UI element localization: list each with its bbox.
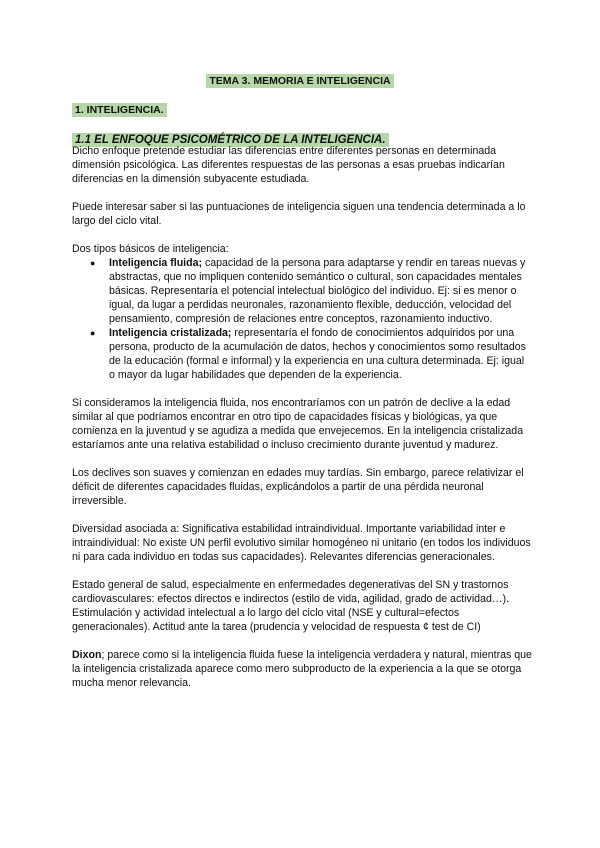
list-item-term: Inteligencia fluida;	[109, 257, 203, 269]
intelligence-types-list	[72, 256, 532, 382]
paragraph-text: ; parece como si la inteligencia fluida fuese la inteligencia verdadera y natural, mientras que la inteligencia cristalizada aparece como mero subproducto de la experiencia a la que se otorga mucha menor relevancia.	[72, 649, 532, 689]
section-heading-row	[72, 100, 167, 118]
paragraph-declines: Los declives son suaves y comienzan en edades muy tardías. Sin embargo, parece relativizar el déficit de diferentes capacidades fluidas, explicándolos a partir de una pérdida neuronal irreversible.	[72, 467, 524, 507]
list-item-term: Inteligencia cristalizada;	[109, 327, 232, 339]
section-heading: 1. INTELIGENCIA.	[72, 103, 167, 117]
paragraph-term: Dixon	[72, 649, 102, 661]
bullet-icon: ●	[90, 258, 96, 268]
paragraph-types: Dos tipos básicos de inteligencia:	[72, 243, 229, 255]
paragraph-lifespan: Puede interesar saber si las puntuaciones de inteligencia siguen una tendencia determinada a lo largo del ciclo vital.	[72, 201, 526, 227]
list-item	[90, 326, 532, 382]
paragraph-intro: Dicho enfoque pretende estudiar las diferencias entre diferentes personas en determinada dimensión psicológica. Las diferentes respuestas de las personas a esas pruebas indicarían diferencias en la dimensión subyacente estudiada.	[72, 145, 505, 185]
subsection-heading: 1.1 EL ENFOQUE PSICOMÉTRICO DE LA INTELIGENCIA.	[72, 133, 389, 147]
title-row	[0, 71, 600, 89]
list-item-text: representaría el fondo de conocimientos adquiridos por una persona, producto de la acumulación de datos, hechos y conocimientos somo resultados de la educación (formal e informal) y la experiencia en una cultura determinada. Ej: igual o mayor da lugar habilidades que dependen de la experiencia.	[109, 327, 526, 381]
bullet-icon: ●	[90, 328, 96, 338]
paragraph-fluid-decline: Si consideramos la inteligencia fluida, nos encontraríamos con un patrón de declive a la edad similar al que podríamos encontrar en otro tipo de capacidades físicas y biológicas, ya que comienza en la juventud y se agudiza a medida que envejecemos. En la inteligencia cristalizada estaríamos ante una relativa estabilidad o incluso crecimiento durante juventud y madurez.	[72, 397, 524, 451]
paragraph-dixon	[72, 648, 532, 690]
list-item-text: capacidad de la persona para adaptarse y rendir en tareas nuevas y abstractas, que no impliquen contenido semántico o cultural, son capacidades mentales básicas. Representaría el potencial intelectual biológico del individuo. Ej: si es menor o igual, da lugar a perdidas neuronales, razonamiento flexible, deducción, velocidad del pensamiento, compresión de relaciones entre conceptos, razonamiento inductivo.	[109, 257, 526, 325]
paragraph-diversity: Diversidad asociada a: Significativa estabilidad intraindividual. Importante variabilidad inter e intraindividual: No existe UN perfil evolutivo similar homogéneo ni unitario (en todos los individuos ni para cada individuo en todas sus capacidades). Relevantes diferencias generacionales.	[72, 523, 531, 563]
document-body	[72, 144, 532, 704]
paragraph-health: Estado general de salud, especialmente en enfermedades degenerativas del SN y trastornos cardiovasculares: efectos directos e indirectos (estilo de vida, agilidad, grado de actividad…). Estimulación y actividad intelectual a lo largo del ciclo vital (NSE y cultural=efectos generacionales). Actitud ante la tarea (prudencia y velocidad de respuesta ¢ test de CI)	[72, 579, 509, 633]
list-item	[90, 256, 532, 326]
document-title: TEMA 3. MEMORIA E INTELIGENCIA	[206, 74, 393, 88]
